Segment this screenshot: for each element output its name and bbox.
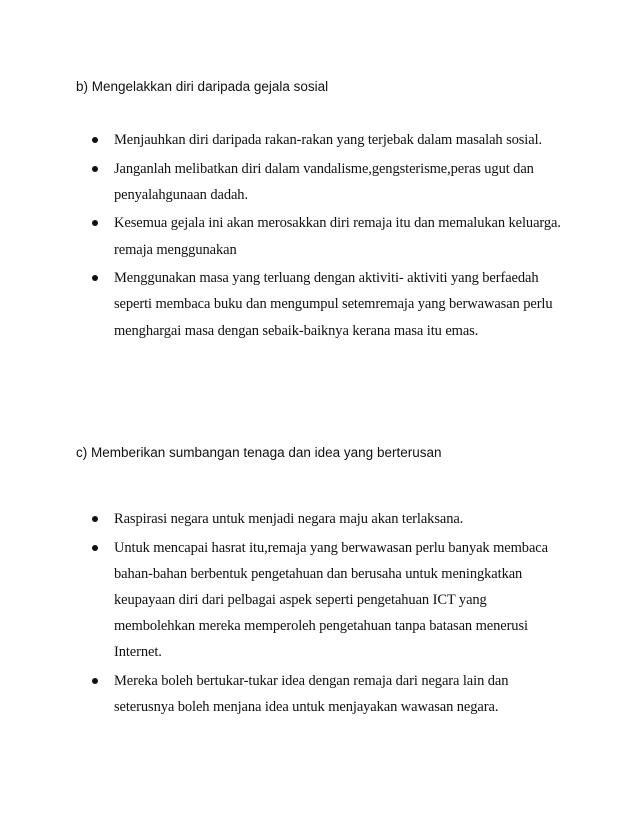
- bullet-icon: [92, 166, 98, 172]
- list-item-text: Mereka boleh bertukar-tukar idea dengan remaja dari negara lain dan seterusnya boleh menjana idea untuk menjayakan wawasan negara.: [114, 673, 509, 716]
- list-item: [0, 535, 564, 666]
- section-b-list: [0, 127, 638, 346]
- list-item: [0, 506, 564, 532]
- list-item-text: Untuk mencapai hasrat itu,remaja yang berwawasan perlu banyak membaca bahan-bahan berbentuk pengetahuan dan berusaha untuk meningkatkan keupayaan diri dari pelbagai aspek seperti pengetahuan ICT yang membolehkan mereka memperoleh pengetahuan tanpa batasan menerusi Internet.: [114, 539, 548, 661]
- list-item: [0, 156, 564, 208]
- list-item-text: Menggunakan masa yang terluang dengan aktiviti- aktiviti yang berfaedah seperti membaca buku dan mengumpul setemremaja yang berwawasan perlu menghargai masa dengan sebaik-baiknya kerana masa itu emas.: [114, 270, 553, 339]
- list-item: [0, 127, 564, 153]
- list-item-text: Kesemua gejala ini akan merosakkan diri remaja itu dan memalukan keluarga. remaja menggunakan: [114, 215, 561, 258]
- list-item: [0, 210, 564, 262]
- bullet-icon: [92, 220, 98, 226]
- list-item-text: Janganlah melibatkan diri dalam vandalisme,gengsterisme,peras ugut dan penyalahgunaan dadah.: [114, 160, 534, 203]
- section-c-list: [0, 506, 638, 723]
- list-item: [0, 668, 564, 720]
- bullet-icon: [92, 545, 98, 551]
- section-b-heading: b) Mengelakkan diri daripada gejala sosial: [76, 79, 329, 94]
- list-item-text: Raspirasi negara untuk menjadi negara maju akan terlaksana.: [114, 511, 464, 527]
- bullet-icon: [92, 137, 98, 143]
- bullet-icon: [92, 678, 98, 684]
- bullet-icon: [92, 516, 98, 522]
- list-item: [0, 265, 564, 344]
- section-c-heading: c) Memberikan sumbangan tenaga dan idea yang berterusan: [76, 445, 442, 460]
- bullet-icon: [92, 275, 98, 281]
- list-item-text: Menjauhkan diri daripada rakan-rakan yang terjebak dalam masalah sosial.: [114, 132, 543, 148]
